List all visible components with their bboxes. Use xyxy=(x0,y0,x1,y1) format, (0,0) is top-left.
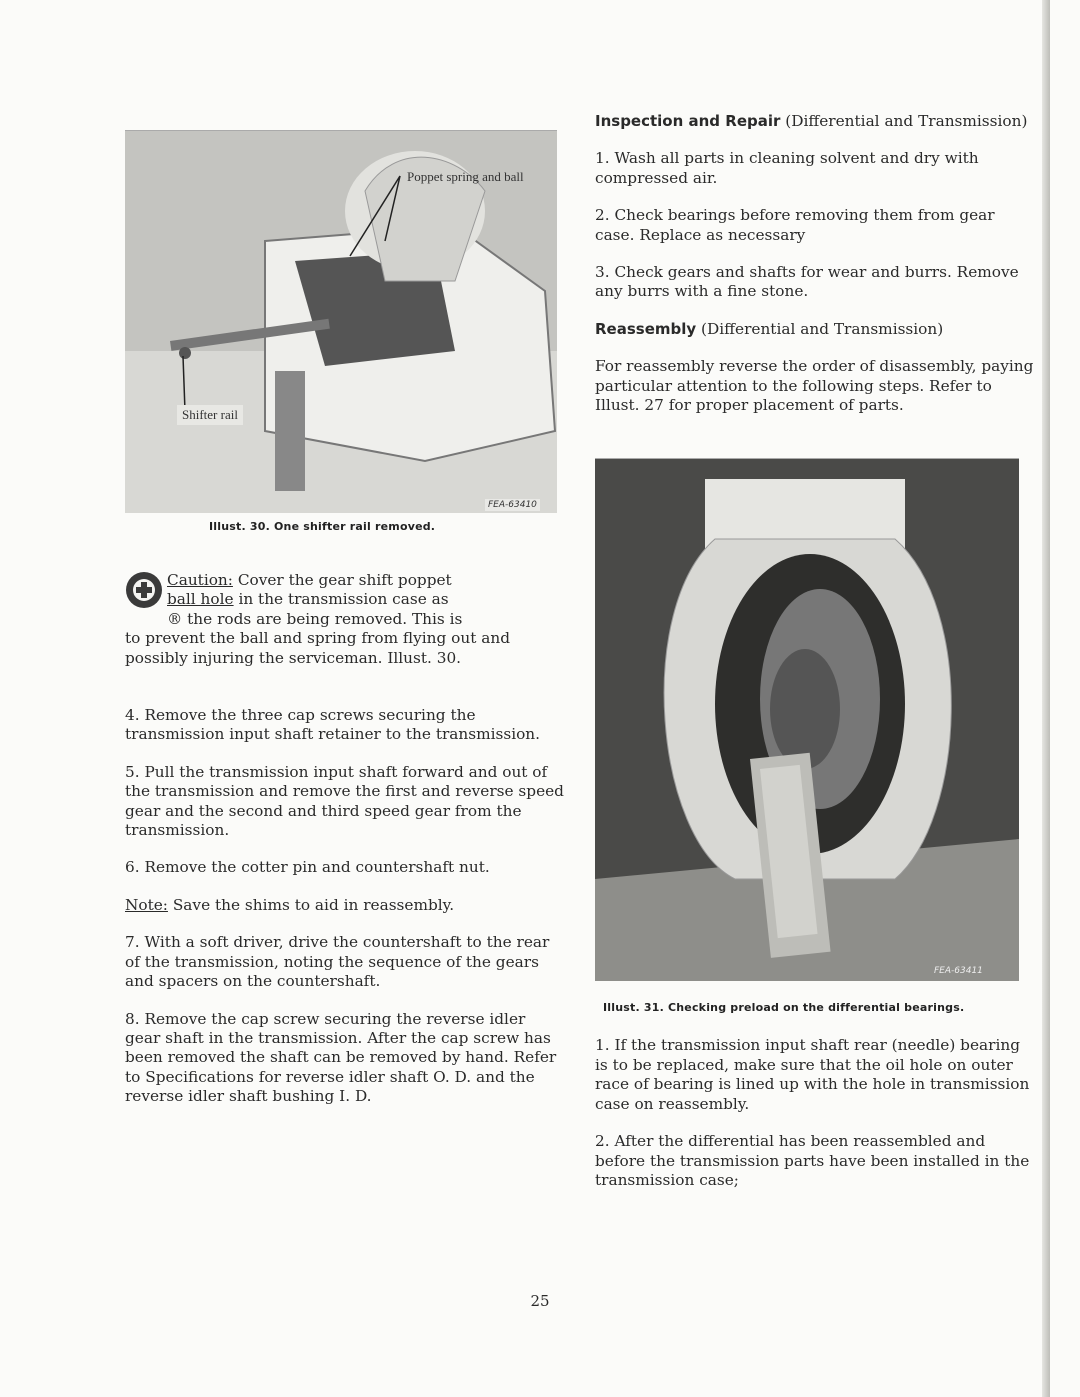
step-8: 8. Remove the cap screw securing the reverse idler gear shaft in the transmission. After the cap screw has been removed the shaft can be removed by hand. Refer to Specifications for reverse idler shaft O. D. and the reverse idler shaft bushing I. D. xyxy=(125,1009,557,1106)
caution-line-1: Cover the gear shift poppet xyxy=(237,571,452,589)
note xyxy=(125,896,565,915)
note-label: Note: xyxy=(125,895,168,914)
reassembly-subheading: (Differential and Transmission) xyxy=(701,319,944,338)
note-text: Save the shims to aid in reassembly. xyxy=(172,895,455,914)
caution-block xyxy=(125,571,565,668)
caution-underlined: ball hole xyxy=(167,590,234,609)
transmission-hand-image xyxy=(125,131,557,513)
page-number: 25 xyxy=(530,1292,550,1310)
shifter-rail-label: Shifter rail xyxy=(177,405,243,425)
illustration-30-photo xyxy=(125,130,557,513)
step-5: 5. Pull the transmission input shaft forward and out of the transmission and remove the first and reverse speed gear and the second and third speed gear from the transmission. xyxy=(125,762,564,840)
reassembly-step-1: 1. If the transmission input shaft rear (needle) bearing is to be replaced, make sure that the oil hole on outer race of bearing is lined up with the hole in transmission case on reassembly. xyxy=(595,1036,1030,1113)
inspection-heading: Inspection and Repair xyxy=(595,112,781,130)
figure-code: FEA-63410 xyxy=(485,499,540,511)
step-7: 7. With a soft driver, drive the countershaft to the rear of the transmission, noting the sequence of the gears and spacers on the countershaft. xyxy=(125,933,550,991)
step-6: 6. Remove the cotter pin and countershaft nut. xyxy=(125,858,490,877)
page-edge-shadow xyxy=(1042,0,1050,1397)
reassembly-section xyxy=(595,320,1035,339)
figure-code-2: FEA-63411 xyxy=(931,965,986,977)
step-4: 4. Remove the three cap screws securing the transmission input shaft retainer to the transmission. xyxy=(125,706,541,744)
poppet-callout: Poppet spring and ball xyxy=(407,169,524,184)
inspection-subheading: (Differential and Transmission) xyxy=(785,112,1028,130)
inspection-step-2: 2. Check bearings before removing them from gear case. Replace as necessary xyxy=(595,206,995,244)
illustration-30-caption: Illust. 30. One shifter rail removed. xyxy=(209,520,436,533)
inspection-step-1: 1. Wash all parts in cleaning solvent and dry with compressed air. xyxy=(595,149,979,187)
illustration-31-caption: Illust. 31. Checking preload on the differential bearings. xyxy=(603,1001,965,1015)
caution-line-2: in the transmission case as xyxy=(238,590,449,609)
differential-gear-case-image xyxy=(595,459,1019,981)
left-column xyxy=(125,130,565,1107)
caution-line-3: ® the rods are being removed. This is xyxy=(167,609,463,628)
reassembly-intro: For reassembly reverse the order of disassembly, paying particular attention to the following steps. Refer to Illust. 27 for proper placement of parts. xyxy=(595,357,1034,415)
green-cross-safety-icon xyxy=(125,571,163,609)
caution-label: Caution: xyxy=(167,571,233,589)
caution-rest: to prevent the ball and spring from flying out and possibly injuring the serviceman. Illust. 30. xyxy=(125,629,511,667)
right-column xyxy=(595,112,1035,1190)
reassembly-step-2: 2. After the differential has been reassembled and before the transmission parts have been installed in the transmission case; xyxy=(595,1132,1030,1189)
reassembly-heading: Reassembly xyxy=(595,319,697,338)
illustration-31-photo xyxy=(595,458,1019,981)
inspection-step-3: 3. Check gears and shafts for wear and burrs. Remove any burrs with a fine stone. xyxy=(595,263,1019,301)
inspection-section xyxy=(595,112,1035,131)
